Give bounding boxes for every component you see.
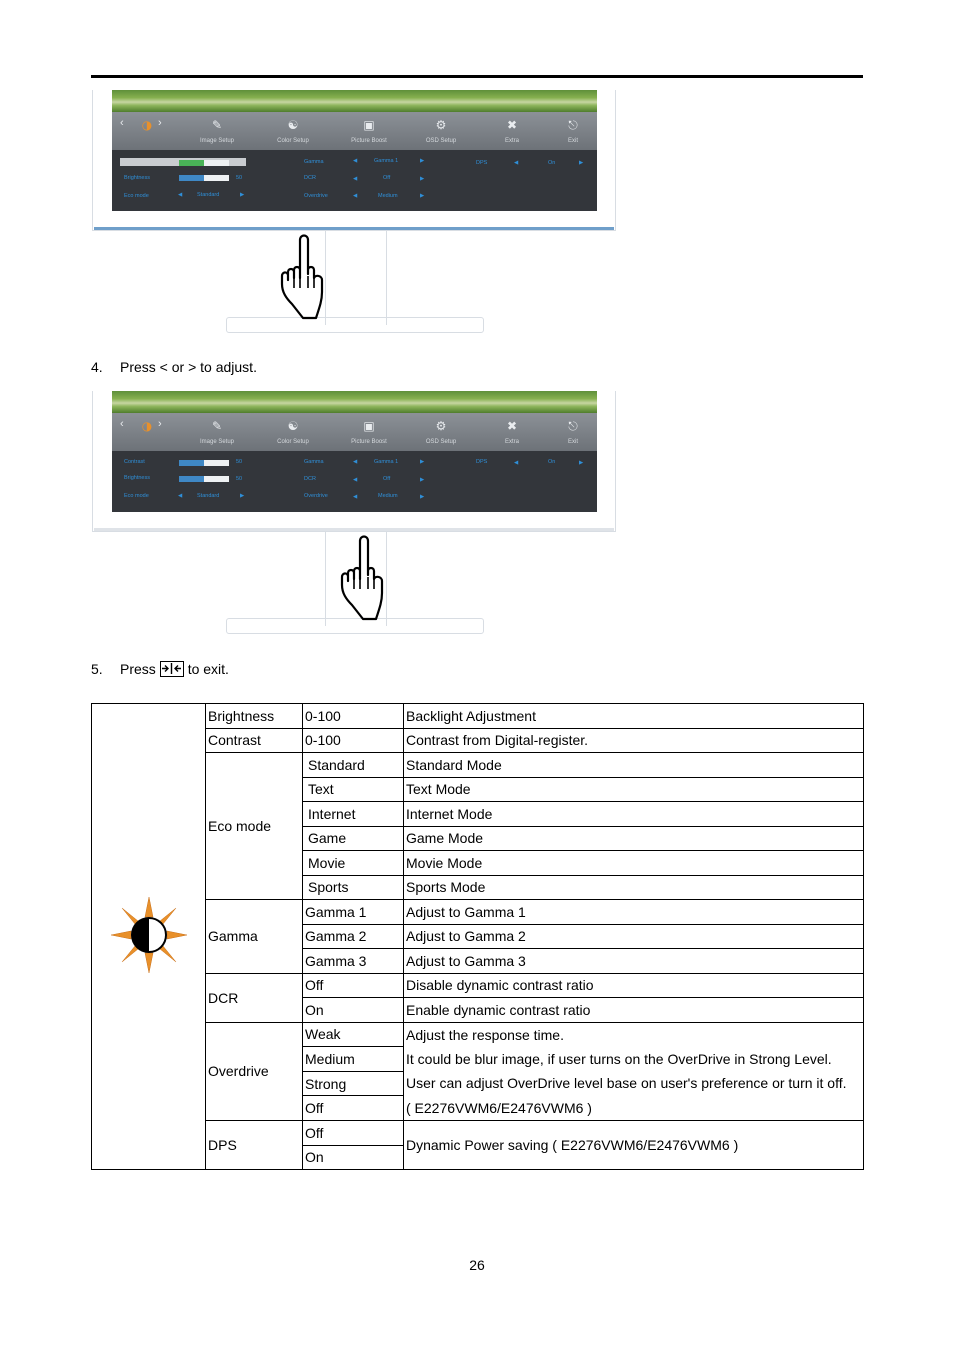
table-row: Sports Sports Mode [92, 875, 864, 900]
table-row: Contrast 0-100 Contrast from Digital-register. [92, 728, 864, 753]
step-5: 5. Press to exit. [91, 661, 229, 677]
image-setup-icon: ✎ [211, 419, 223, 433]
table-row: On [92, 1145, 864, 1170]
tab-exit[interactable]: ⎋ Exit [538, 112, 597, 150]
table-row: Strong [92, 1071, 864, 1096]
tab-image-setup[interactable]: ✎ Image Setup [182, 112, 252, 150]
table-row: Game Game Mode [92, 826, 864, 851]
table-row: Gamma 3 Adjust to Gamma 3 [92, 949, 864, 974]
exit-icon: ⎋ [568, 419, 578, 433]
chevron-right-icon: › [158, 418, 162, 430]
step-4: 4. Press < or > to adjust. [91, 359, 257, 375]
tab-osd-setup[interactable]: ⚙ OSD Setup [406, 112, 476, 150]
tab-image-setup[interactable]: ✎ Image Setup [182, 413, 252, 451]
picture-boost-icon: ▣ [363, 419, 375, 433]
contrast-slider[interactable] [179, 160, 229, 166]
osd-menu-bar [112, 413, 597, 451]
pointing-hand-icon [338, 535, 388, 621]
tab-color-setup[interactable]: ☯ Color Setup [258, 112, 328, 150]
top-rule [91, 75, 863, 78]
osd-options-panel: Contrast 50 Brightness 50 Eco mode ◀ Standard ▶ Gamma ◀ Gamma 1 ▶ DCR ◀ Off ▶ Overdrive ◀ Medium ▶ DPS ◀ On ▶ [112, 451, 597, 512]
color-setup-icon: ☯ [287, 118, 299, 132]
image-setup-icon: ✎ [211, 118, 223, 132]
table-row: Gamma 2 Adjust to Gamma 2 [92, 924, 864, 949]
tab-extra[interactable]: ✖ Extra [477, 112, 547, 150]
tab-picture-boost[interactable]: ▣ Picture Boost [334, 413, 404, 451]
chevron-left-icon: ‹ [120, 117, 124, 129]
table-row: Gamma Gamma 1 Adjust to Gamma 1 [92, 900, 864, 925]
table-row: Text Text Mode [92, 777, 864, 802]
osd-menu-bar [112, 112, 597, 150]
brightness-slider[interactable] [179, 476, 229, 482]
osd-options-panel: Brightness 50 Eco mode ◀ Standard ▶ Gamma ◀ Gamma 1 ▶ DCR ◀ Off ▶ Overdrive ◀ Medium ▶ DPS ◀ On ▶ [112, 150, 597, 211]
tab-color-setup[interactable]: ☯ Color Setup [258, 413, 328, 451]
table-row: Off [92, 1096, 864, 1121]
contrast-slider[interactable] [179, 460, 229, 466]
tab-extra[interactable]: ✖ Extra [477, 413, 547, 451]
table-row: DCR Off Disable dynamic contrast ratio [92, 973, 864, 998]
table-row: Movie Movie Mode [92, 851, 864, 876]
table-row: Overdrive Weak Adjust the response time. It could be blur image, if user turns on the OverDrive in Strong Level. User can adjust OverDrive level base on user's preference or turn it off. ( E2276VWM6/E2476VWM6 ) [92, 1022, 864, 1047]
table-row: Internet Internet Mode [92, 802, 864, 827]
overdrive-description: Adjust the response time. It could be blur image, if user turns on the OverDrive in Strong Level. User can adjust OverDrive level base on user's preference or turn it off. ( E2276VWM6/E2476VWM6 ) [404, 1022, 864, 1121]
table-row: Medium [92, 1047, 864, 1072]
brightness-slider[interactable] [179, 175, 229, 181]
monitor-illustration-1 [92, 90, 615, 340]
exit-key-icon [160, 661, 184, 677]
monitor-illustration-2 [92, 391, 615, 641]
table-row: On Enable dynamic contrast ratio [92, 998, 864, 1023]
tab-picture-boost[interactable]: ▣ Picture Boost [334, 112, 404, 150]
color-setup-icon: ☯ [287, 419, 299, 433]
extra-tools-icon: ✖ [506, 118, 518, 132]
tab-osd-setup[interactable]: ⚙ OSD Setup [406, 413, 476, 451]
tab-exit[interactable]: ⎋ Exit [538, 413, 597, 451]
luminance-settings-table [91, 703, 864, 1170]
luminance-icon: ◑ [141, 118, 153, 132]
osd-screen [112, 391, 597, 512]
wallpaper [112, 90, 597, 112]
chevron-right-icon: › [158, 117, 162, 129]
exit-icon: ⎋ [568, 118, 578, 132]
monitor-base [226, 317, 484, 333]
table-row: Eco mode Standard Standard Mode [92, 753, 864, 778]
page-number: 26 [469, 1257, 485, 1273]
extra-tools-icon: ✖ [506, 419, 518, 433]
luminance-sun-icon [109, 895, 189, 975]
luminance-icon: ◑ [141, 419, 153, 433]
table-row: Brightness 0-100 Backlight Adjustment [92, 704, 864, 729]
tab-luminance[interactable] [112, 413, 182, 451]
chevron-left-icon: ‹ [120, 418, 124, 430]
pointing-hand-icon [278, 234, 328, 320]
tab-luminance[interactable] [112, 112, 182, 150]
osd-setup-icon: ⚙ [435, 419, 447, 433]
wallpaper [112, 391, 597, 413]
osd-screen [112, 90, 597, 211]
monitor-stand [325, 230, 387, 325]
osd-setup-icon: ⚙ [435, 118, 447, 132]
picture-boost-icon: ▣ [363, 118, 375, 132]
table-icon-cell [92, 704, 206, 1170]
table-row: DPS Off Dynamic Power saving ( E2276VWM6/E2476VWM6 ) [92, 1121, 864, 1146]
